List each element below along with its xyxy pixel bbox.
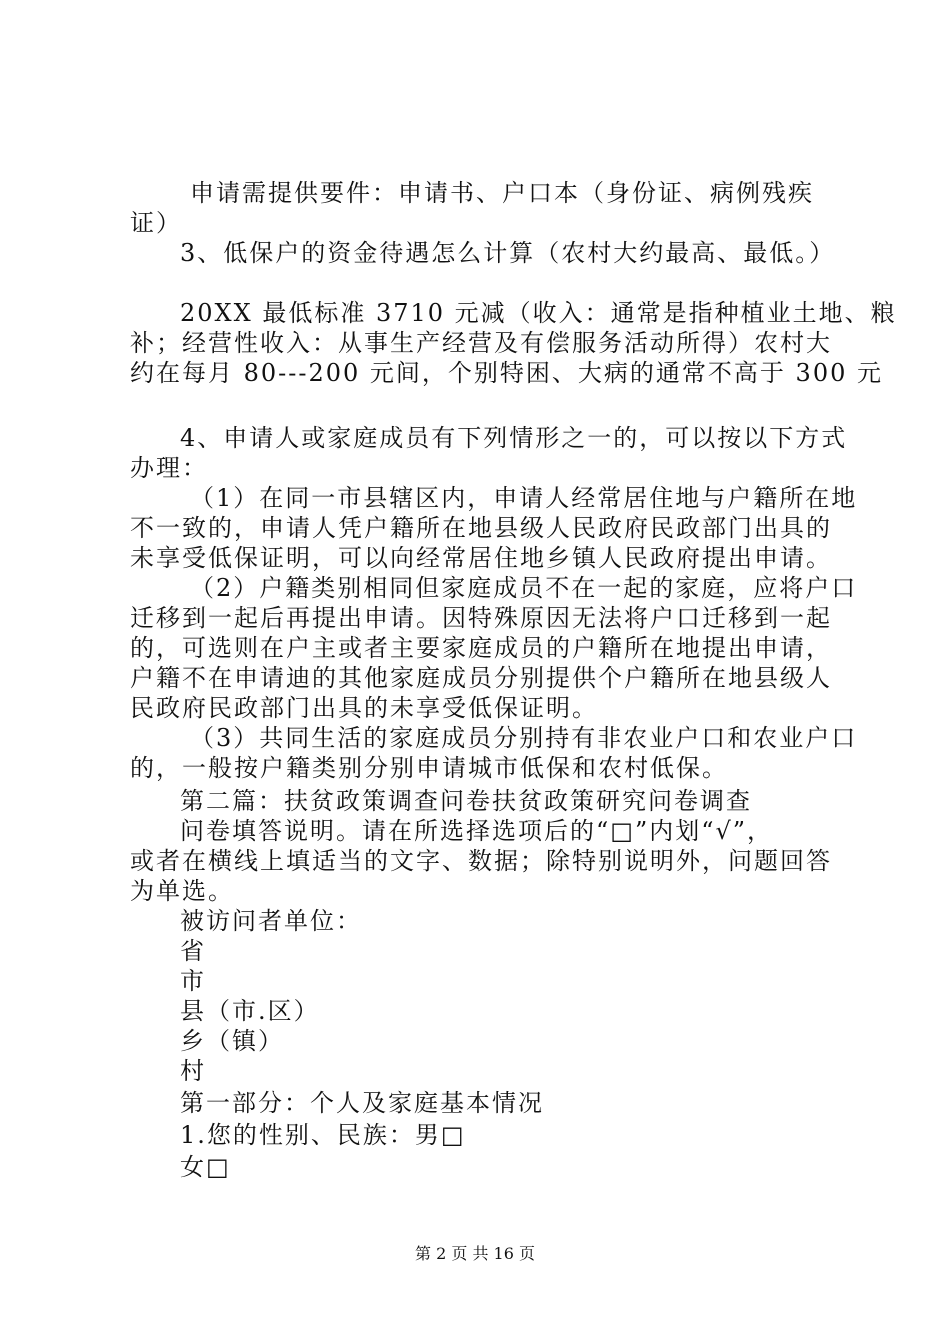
paragraph-line: 4、申请人或家庭成员有下列情形之一的，可以按以下方式 (180, 424, 848, 452)
paragraph-line: 迁移到一起后再提出申请。因特殊原因无法将户口迁移到一起 (130, 604, 832, 632)
form-label: 省 (180, 937, 206, 965)
paragraph-line: 申请需提供要件：申请书、户口本（身份证、病例残疾 (190, 179, 814, 207)
paragraph-line: （1）在同一市县辖区内，申请人经常居住地与户籍所在地 (190, 484, 858, 512)
paragraph-line: 20XX 最低标准 3710 元减（收入：通常是指种植业土地、粮 (180, 299, 897, 327)
question-item: 1.您的性别、民族：男□ (180, 1121, 466, 1149)
form-label: 村 (180, 1057, 206, 1085)
page-footer: 第 2 页 共 16 页 (415, 1244, 535, 1263)
paragraph-line: 证） (130, 209, 182, 237)
paragraph-line: 3、低保户的资金待遇怎么计算（农村大约最高、最低。） (180, 239, 836, 267)
paragraph-line: 或者在横线上填适当的文字、数据；除特别说明外，问题回答 (130, 847, 832, 875)
paragraph-line: 办理： (130, 454, 208, 482)
paragraph-line: （3）共同生活的家庭成员分别持有非农业户口和农业户口 (190, 724, 858, 752)
form-label: 被访问者单位： (180, 907, 362, 935)
question-option: 女□ (180, 1153, 231, 1181)
paragraph-line: 约在每月 80---200 元间，个别特困、大病的通常不高于 300 元 (130, 359, 883, 387)
section-heading: 第二篇：扶贫政策调查问卷扶贫政策研究问卷调查 (180, 787, 752, 815)
paragraph-line: （2）户籍类别相同但家庭成员不在一起的家庭，应将户口 (190, 574, 858, 602)
paragraph-line: 补；经营性收入：从事生产经营及有偿服务活动所得）农村大 (130, 329, 832, 357)
paragraph-line: 的，一般按户籍类别分别申请城市低保和农村低保。 (130, 754, 728, 782)
form-label: 乡（镇） (180, 1027, 284, 1055)
paragraph-line: 未享受低保证明，可以向经常居住地乡镇人民政府提出申请。 (130, 544, 832, 572)
paragraph-line: 户籍不在申请迪的其他家庭成员分别提供个户籍所在地县级人 (130, 664, 832, 692)
paragraph-line: 问卷填答说明。请在所选择选项后的“□”内划“√”， (180, 817, 774, 845)
section-heading: 第一部分：个人及家庭基本情况 (180, 1089, 544, 1117)
paragraph-line: 为单选。 (130, 877, 234, 905)
paragraph-line: 的，可选则在户主或者主要家庭成员的户籍所在地提出申请， (130, 634, 832, 662)
form-label: 市 (180, 967, 206, 995)
paragraph-line: 民政府民政部门出具的未享受低保证明。 (130, 694, 598, 722)
form-label: 县（市.区） (180, 997, 320, 1025)
paragraph-line: 不一致的，申请人凭户籍所在地县级人民政府民政部门出具的 (130, 514, 832, 542)
